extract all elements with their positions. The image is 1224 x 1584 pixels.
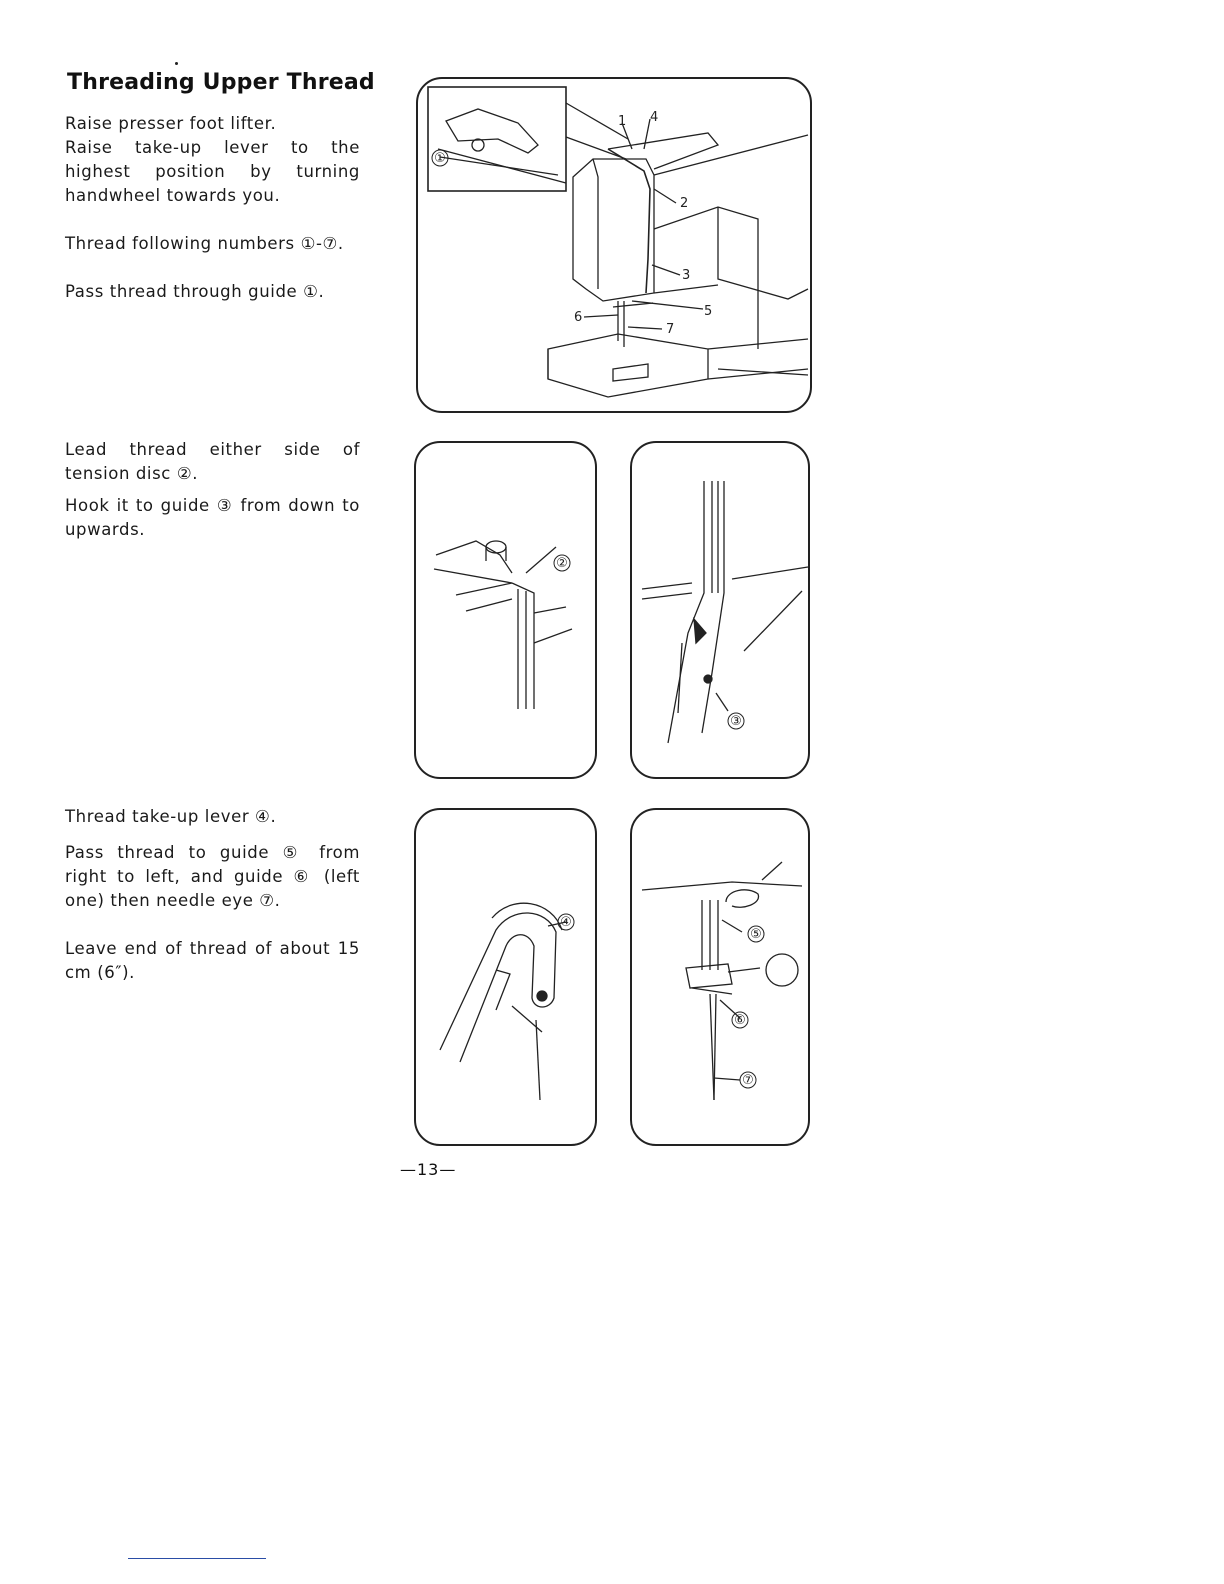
instruction-follow-numbers: Thread following numbers ①-⑦. [65, 234, 344, 253]
divider-line [128, 1558, 266, 1559]
instruction-takeup-lever: Thread take-up lever ④. [65, 807, 277, 826]
callout-4-main: 4 [650, 110, 659, 125]
section-2-text [65, 438, 360, 542]
callout-2-main: 2 [680, 196, 689, 211]
instruction-tension-disc: Lead thread either side of tension disc ②. [65, 440, 360, 483]
callout-6-main: 6 [574, 310, 583, 325]
page-title: Threading Upper Thread [67, 70, 375, 95]
callout-1-inset: ① [434, 151, 446, 166]
callout-7-needle: ⑦ [742, 1073, 754, 1088]
machine-illustration [416, 77, 812, 413]
callout-5-needle: ⑤ [750, 927, 762, 942]
instruction-needle-guides: Pass thread to guide ⑤ from right to left, and guide ⑥ (left one) then needle eye ⑦. [65, 843, 360, 910]
section-1-text [65, 112, 360, 304]
needle-illustration [630, 808, 810, 1146]
page-number: —13— [400, 1160, 457, 1179]
callout-7-main: 7 [666, 322, 675, 337]
instruction-raise-lever: Raise take-up lever to the highest position by turning handwheel towards you. [65, 138, 360, 205]
section-3-text [65, 805, 360, 985]
callout-2-disc: ② [556, 556, 568, 571]
instruction-guide-1: Pass thread through guide ①. [65, 282, 325, 301]
callout-3-main: 3 [682, 268, 691, 283]
instruction-guide-3: Hook it to guide ③ from down to upwards. [65, 496, 360, 539]
callout-1-main: 1 [618, 114, 627, 129]
callout-5-main: 5 [704, 304, 713, 319]
stray-mark [175, 62, 178, 65]
callout-4-lever: ④ [560, 915, 572, 930]
callout-3-guide: ③ [730, 714, 742, 729]
tension-disc-illustration [414, 441, 597, 779]
callout-6-needle: ⑥ [734, 1013, 746, 1028]
instruction-thread-end: Leave end of thread of about 15 cm (6″). [65, 939, 360, 982]
guide-3-illustration [630, 441, 810, 779]
takeup-lever-illustration [414, 808, 597, 1146]
instruction-raise-foot: Raise presser foot lifter. [65, 114, 277, 133]
